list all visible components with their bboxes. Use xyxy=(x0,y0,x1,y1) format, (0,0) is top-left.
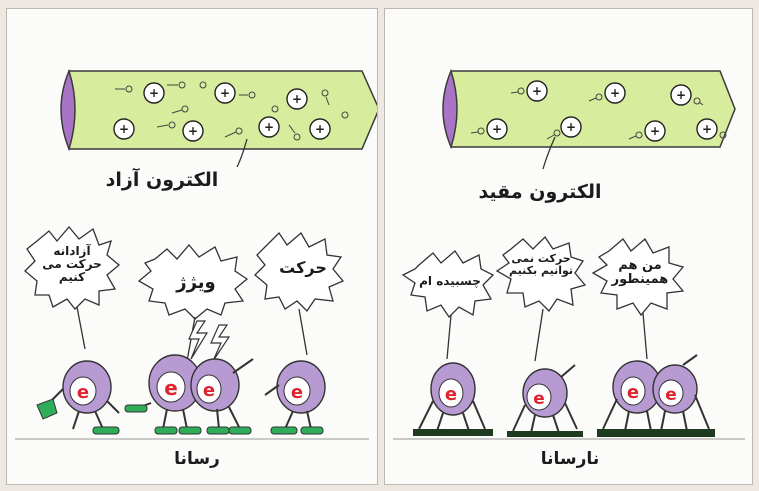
conductor-label: رسانا xyxy=(174,449,220,469)
svg-text:+: + xyxy=(118,122,130,136)
svg-text:+: + xyxy=(291,92,303,106)
svg-text:+: + xyxy=(314,122,326,136)
insulator-label: نارسانا xyxy=(540,449,600,469)
svg-text:e: e xyxy=(202,380,216,401)
svg-text:e: e xyxy=(626,382,640,403)
svg-text:+: + xyxy=(148,86,160,100)
svg-text:+: + xyxy=(649,124,661,138)
svg-text:e: e xyxy=(164,376,178,400)
bubble-text-me-too: من هم همینطور xyxy=(611,258,669,288)
svg-text:e: e xyxy=(533,389,545,409)
svg-text:+: + xyxy=(219,86,231,100)
insulator-wire xyxy=(443,71,735,147)
insulator-wire-caption: الکترون مقید xyxy=(478,181,602,203)
svg-text:e: e xyxy=(665,385,677,405)
insulator-panel xyxy=(384,8,753,485)
svg-text:+: + xyxy=(263,120,275,134)
svg-text:+: + xyxy=(675,88,687,102)
conductor-wire xyxy=(61,71,378,149)
insulator-electrons xyxy=(419,355,709,433)
insulator-illustration xyxy=(385,9,753,485)
sticky-ground xyxy=(393,429,745,439)
svg-text:+: + xyxy=(491,122,503,136)
svg-text:+: + xyxy=(609,86,621,100)
bubble-text-stuck: چسبیده ام xyxy=(419,274,481,288)
conductor-electrons xyxy=(37,355,325,434)
conductor-wire-caption: الکترون آزاد xyxy=(105,169,219,191)
bubble-text-freely-move: آزادانه حرکت می کنیم xyxy=(42,244,102,285)
svg-text:+: + xyxy=(531,84,543,98)
svg-text:e: e xyxy=(444,384,458,405)
svg-text:+: + xyxy=(565,120,577,134)
svg-text:e: e xyxy=(290,382,304,403)
svg-text:+: + xyxy=(187,124,199,138)
bubble-text-cannot-move: حرکت نمی توانیم بکنیم xyxy=(508,252,573,278)
svg-text:e: e xyxy=(76,382,90,403)
conductor-panel xyxy=(6,8,378,485)
bubble-text-move: حرکت xyxy=(279,258,327,277)
svg-text:+: + xyxy=(701,122,713,136)
bubble-text-whoosh: ویژژ xyxy=(176,272,216,293)
